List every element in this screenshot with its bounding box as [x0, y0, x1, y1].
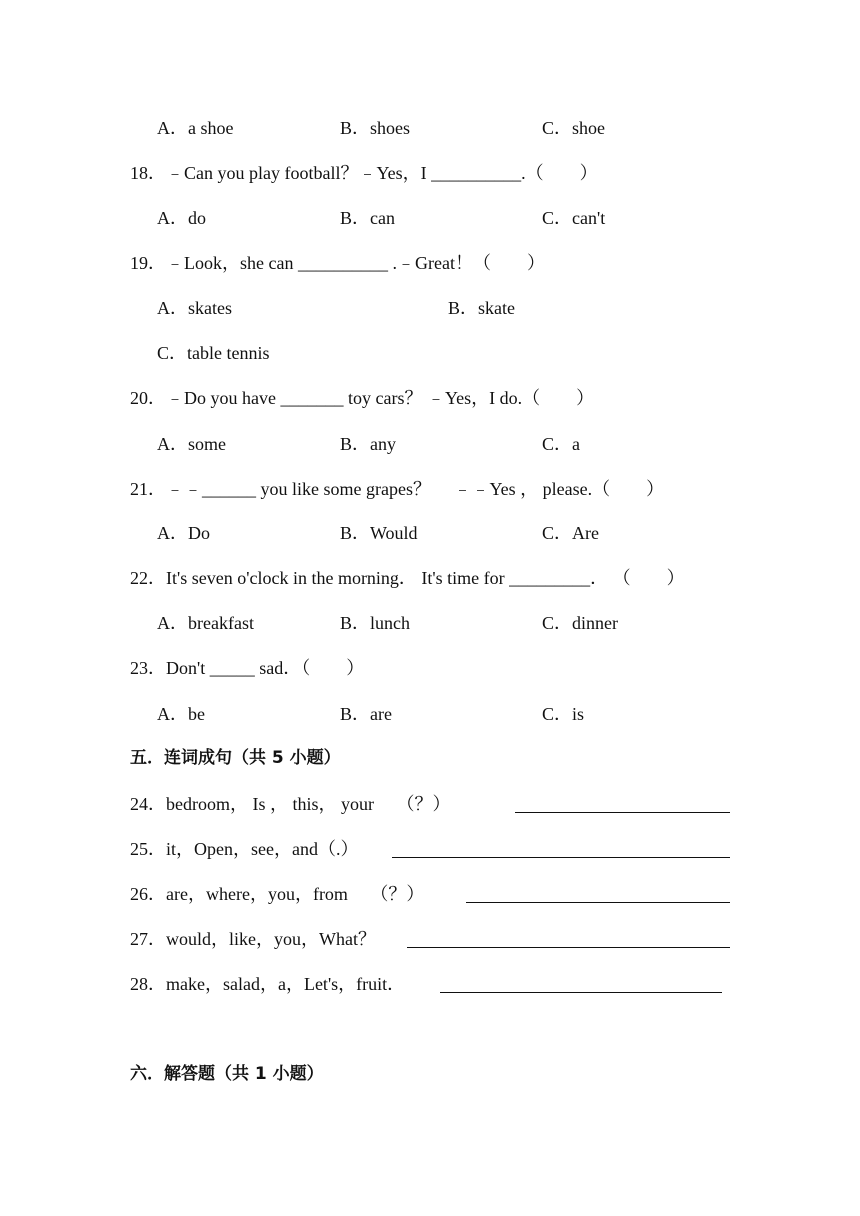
q26-question: 26．are，where，you，from （？）	[130, 884, 425, 904]
q19-option-a: A．skates	[157, 298, 232, 318]
q19-option-c: C．table tennis	[157, 343, 270, 363]
q20-question: 20．﹣Do you have _______ toy cars？ ﹣Yes，I do.（ ）	[130, 388, 595, 408]
q17-option-a: A．a shoe	[157, 118, 234, 138]
q22-option-a: A．breakfast	[157, 613, 254, 633]
q28-answer-line[interactable]	[440, 992, 722, 993]
q21-option-b: B．Would	[340, 523, 418, 543]
q17-option-b: B．shoes	[340, 118, 411, 138]
q27-answer-line[interactable]	[407, 947, 730, 948]
q21-option-a: A．Do	[157, 523, 210, 543]
q23-option-a: A．be	[157, 704, 205, 724]
q28-question: 28．make，salad，a，Let's，fruit．	[130, 974, 406, 994]
section-6-heading: 六．解答题（共 1 小题）	[130, 1064, 324, 1084]
q21-question: 21．﹣﹣______ you like some grapes？ ﹣﹣Yes ， please.（ ）	[130, 479, 665, 499]
q17-option-c: C．shoe	[542, 118, 605, 138]
section-5-heading: 五．连词成句（共 5 小题）	[130, 748, 341, 768]
q18-option-c: C．can't	[542, 208, 606, 228]
q24-answer-line[interactable]	[515, 812, 730, 813]
q20-option-a: A．some	[157, 434, 226, 454]
q24-question: 24．bedroom， Is ， this， your （？）	[130, 794, 451, 814]
q26-answer-line[interactable]	[466, 902, 730, 903]
q21-option-c: C．Are	[542, 523, 599, 543]
q22-question: 22．It's seven o'clock in the morning． It's time for _________． （ ）	[130, 568, 685, 588]
q19-question: 19．﹣Look，she can __________ .﹣Great！（ ）	[130, 253, 545, 273]
q22-option-b: B．lunch	[340, 613, 410, 633]
q22-option-c: C．dinner	[542, 613, 618, 633]
q23-option-b: B．are	[340, 704, 392, 724]
q23-question: 23．Don't _____ sad．（ ）	[130, 658, 365, 678]
q25-answer-line[interactable]	[392, 857, 730, 858]
q23-option-c: C．is	[542, 704, 585, 724]
q25-question: 25．it，Open，see，and（.）	[130, 839, 359, 859]
q19-option-b: B．skate	[448, 298, 515, 318]
q20-option-b: B．any	[340, 434, 396, 454]
q27-question: 27．would，like，you，What？	[130, 929, 376, 949]
q18-question: 18．﹣Can you play football？﹣Yes，I __________.（ ）	[130, 163, 598, 183]
q20-option-c: C．a	[542, 434, 580, 454]
q18-option-b: B．can	[340, 208, 395, 228]
q18-option-a: A．do	[157, 208, 206, 228]
